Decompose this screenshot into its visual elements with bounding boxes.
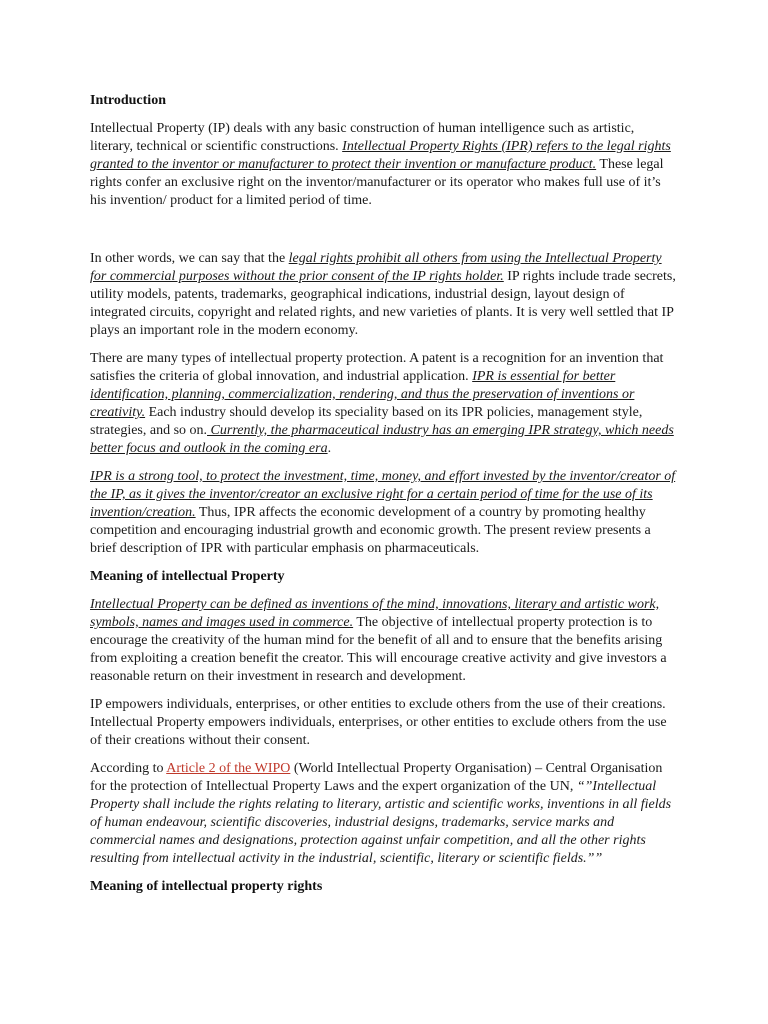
wipo-paragraph xyxy=(90,760,680,868)
intro-paragraph-1 xyxy=(90,120,680,210)
meaning-ipr-heading: Meaning of intellectual property rights xyxy=(90,879,323,894)
patent-text: There are many types of intellectual property protection. A patent is a recognition for an invention that satisfies the criteria of global innovation, and industrial application. xyxy=(90,351,664,384)
legal-rights-emphasis: legal rights prohibit all others from using the Intellectual Property for commercial purposes without the prior consent of the IP rights holder. xyxy=(90,251,662,284)
intro-text: Intellectual Property (IP) deals with any basic construction of human intelligence such as artistic, literary, technical or scientific constructions. xyxy=(90,121,635,154)
intro-text-continued: These legal rights confer an exclusive right on the inventor/manufacturer or its operator who makes full use of it’s his invention/ product for a limited period of time. xyxy=(90,157,664,208)
ipr-essential-emphasis: IPR is essential for better identification, planning, commercialization, rendering, and thus the preservation of inventions or creativity. xyxy=(90,369,635,420)
document-page xyxy=(90,92,680,906)
wipo-description-text: (World Intellectual Property Organisation) – Central Organisation for the protection of Intellectual Property Laws and the expert organization of the UN, xyxy=(90,761,663,794)
according-to-text: According to xyxy=(90,761,167,776)
ipr-strong-tool-emphasis: IPR is a strong tool, to protect the investment, time, money, and effort invested by the inventor/creator of the IP, as it gives the inventor/creator an exclusive right for a certain period of time for the use of its invention/creation. xyxy=(90,469,676,520)
pharma-strategy-emphasis: Currently, the pharmaceutical industry has an emerging IPR strategy, which needs better focus and outlook in the coming era xyxy=(90,423,674,456)
ip-objective-text: The objective of intellectual property protection is to encourage the creativity of the human mind for the benefit of all and to ensure that the benefits arising from exploiting a creation benefit the creator. This will encourage creative activity and give investors a reasonable return on their investment in research and development. xyxy=(90,615,667,684)
period: . xyxy=(327,441,332,456)
introduction-heading: Introduction xyxy=(90,93,166,108)
other-words-text: In other words, we can say that the xyxy=(90,251,289,266)
intro-paragraph-4 xyxy=(90,468,680,558)
meaning-paragraph-1 xyxy=(90,596,680,686)
intro-paragraph-3 xyxy=(90,350,680,458)
industry-speciality-text: Each industry should develop its speciality based on its IPR policies, management style, strategies, and so on. xyxy=(90,405,643,438)
paragraph-spacer xyxy=(90,220,680,250)
wipo-quote: “”Intellectual Property shall include the rights relating to literary, artistic and scientific works, inventions in all fields of human endeavour, scientific discoveries, industrial designs, trademarks, service marks and commercial names and designations, protection against unfair competition, and all the other rights resulting from intellectual activity in the industrial, scientific, literary or scientific fields.”” xyxy=(90,779,672,866)
economic-development-text: Thus, IPR affects the economic development of a country by promoting healthy competition and encouraging industrial growth and economic growth. The present review presents a brief description of IPR with particular emphasis on pharmaceuticals. xyxy=(90,505,651,556)
meaning-paragraph-2: IP empowers individuals, enterprises, or other entities to exclude others from the use of their creations. Intellectual Property empowers individuals, enterprises, or other entities to exclude others from the use of their creations without their consent. xyxy=(90,697,667,748)
ip-definition-emphasis: Intellectual Property can be defined as inventions of the mind, innovations, literary and artistic work, symbols, names and images used in commerce. xyxy=(90,597,660,630)
wipo-article-link[interactable]: Article 2 of the WIPO xyxy=(166,761,291,776)
ip-rights-list-text: IP rights include trade secrets, utility models, patents, trademarks, geographical indications, industrial design, layout design of integrated circuits, copyright and related rights, and new varieties of plants. It is very well settled that IP plays an important role in the modern economy. xyxy=(90,269,676,338)
intro-paragraph-2 xyxy=(90,250,680,340)
ipr-definition-emphasis: Intellectual Property Rights (IPR) refers to the legal rights granted to the inventor or manufacturer to protect their invention or manufacture product. xyxy=(90,139,671,172)
meaning-ip-heading: Meaning of intellectual Property xyxy=(90,569,285,584)
